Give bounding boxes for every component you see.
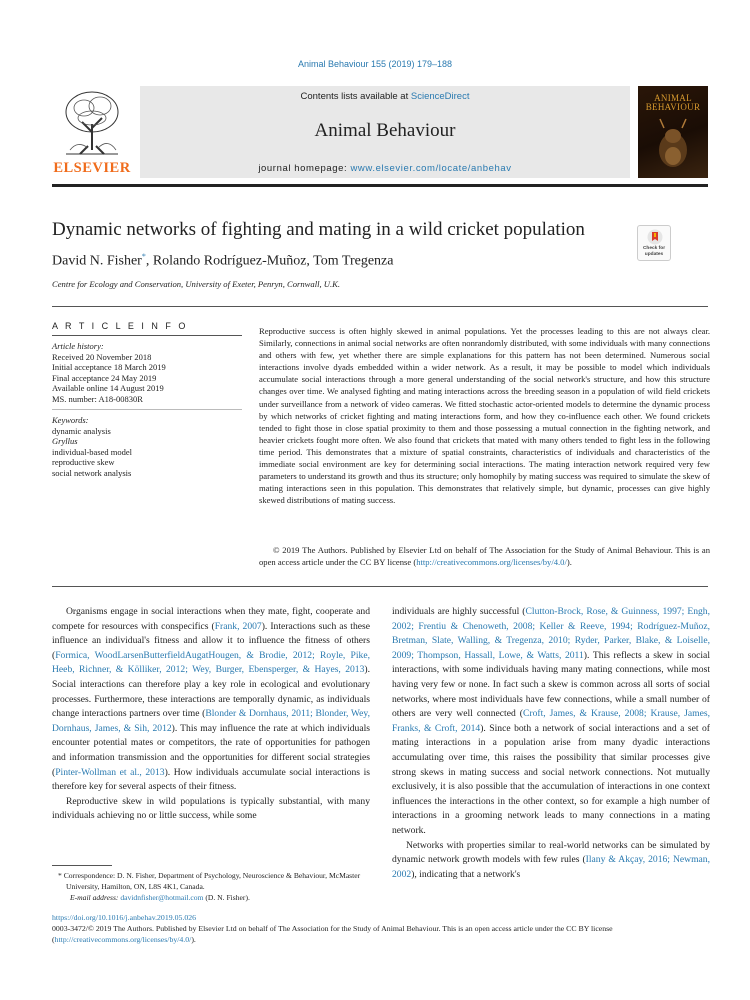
homepage-prefix: journal homepage: (258, 163, 351, 174)
footer-license-text: 0003-3472/© 2019 The Authors. Published by Elsevier Ltd on behalf of The Association for the Study of Animal Behaviour. This is an open access article under the CC BY license ( (52, 924, 613, 944)
citation-link[interactable]: Formica, WoodLarsenButterfieldAugatHougen, & Brodie, 2012; Royle, Pike, Heeb, Richner, & Kölliker, 2012; Wey, Burger, Ebensperger, & Hayes, 2013 (52, 649, 370, 676)
copyright-text: © 2019 The Authors. Published by Elsevier Ltd on behalf of The Association for the Study of Animal Behaviour. This is an open access article under the CC BY license ( (259, 545, 710, 568)
footnote-email (52, 892, 370, 903)
citation-link[interactable]: Frank, 2007 (214, 620, 262, 632)
elsevier-wordmark: ELSEVIER (53, 160, 131, 176)
citation-link[interactable]: Ilany & Akçay, 2016; Newman, 2002 (392, 854, 711, 880)
keyword-item: social network analysis (52, 467, 132, 478)
history-item: MS. number: A18-00830R (52, 393, 143, 404)
keywords-rule (52, 409, 242, 410)
body-text: ). Social interactions can therefore play a key role in ecological and evolutionary processes. Furthermore, these interactions are temporally dynamic, as individuals change interactions partners over time ( (52, 664, 370, 720)
journal-masthead (52, 86, 708, 182)
history-item: Final acceptance 24 May 2019 (52, 372, 157, 383)
author-affiliation: Centre for Ecology and Conservation, University of Exeter, Penryn, Cornwall, U.K. (52, 279, 341, 289)
affiliation-rule (52, 306, 708, 307)
author-list (52, 252, 632, 270)
article-history-label: Article history: (52, 341, 104, 351)
body-text: ). Since both a network of social interactions and a set of mating interactions in a population arise from many dyadic interactions accumulating over time, this raises the possibility that similar processes give strong skews in mating success and social network connections. Not mutually exclusively, it is also possible that the accumulation of interactions in one context influences the interactions in the other context, so for example a high number of interactions in a grooming network leads to many connections in a mating network. (392, 722, 710, 836)
keywords (52, 415, 242, 478)
check-for-updates-label (638, 246, 670, 257)
author-separator: , (145, 253, 153, 269)
cover-animal-icon (648, 116, 698, 171)
abstract-text: Reproductive success is often highly skewed in animal populations. Yet the processes leading to this are not always clear. Similarly, connections in animal social networks are often nonrandomly distributed, with some individuals with many connections and others with few, yet whether there are simple explanations for this pattern has not been determined. Numerous social interactions involve dyads embedded within a wider network. As a result, it may be possible to model which individuals accumulate social interactions through a more general understanding of the social network's structure, and how this structure changes over time. We analysed fighting and mating interactions across the breeding season in a population of wild field crickets under surveillance from a network of video cameras. We fitted stochastic actor-oriented models to determine the dynamic process by which networks of cricket fighting and mating interactions form, and how they co-influence each other. We found crickets tended to fight those in close spatial proximity to them and those possessing a mutual connection in the fighting network, and heavier crickets fought more often. We also found that crickets that mated with many others tended to fight less in the following time period. This demonstrates that a mixture of spatial constraints, characteristics of individuals and characteristics of the immediate social environment are key for determining social interactions. The mating interaction network required very few parameters to understand its growth and thus its structure; only homophily by mating success was required to simulate the skew of mating interactions seen in this population. This demonstrates that relatively simple, but dynamic, processes can give highly skewed distributions of mating success. (259, 326, 710, 506)
cover-title-line1: ANIMAL (654, 93, 692, 103)
abstract-rule (52, 586, 708, 587)
journal-cover-image[interactable] (638, 86, 708, 178)
article-history (52, 341, 242, 404)
body-text: ). This reflects a skew in social interactions, with some individuals having many mating connections, while most having very few or none. In fact such a skew is common across all sorts of social networks, where most individuals have few connections, while a small number of others are very well connected ( (392, 649, 710, 720)
citation-link[interactable]: Clutton-Brock, Rose, & Guinness, 1997; Engh, 2002; Frentiu & Chenoweth, 2008; Keller & Reeve, 1994; Rodríguez-Muñoz, Bretman, Slate, Walling, & Tregenza, 2010; Ryder, Parker, Blake, & Loiselle, 2009; Thompson, Hassall, Lowe, & Watts, 2011 (392, 606, 710, 661)
body-text: ). Interactions such as these influence an individual's fitness and allow it to influence the fitness of others ( (52, 620, 370, 661)
body-text: ), indicating that a network's (411, 868, 521, 880)
email-suffix: (D. N. Fisher). (203, 893, 250, 902)
citation-link[interactable]: Pinter-Wollman et al., 2013 (55, 766, 165, 778)
homepage-line (140, 163, 630, 174)
email-label: E-mail address: (70, 893, 121, 902)
article-info-rule (52, 335, 242, 336)
footnote-rule (52, 865, 112, 866)
journal-name[interactable]: Animal Behaviour (314, 120, 456, 141)
cover-title (638, 94, 708, 112)
article-info-heading: A R T I C L E I N F O (52, 321, 188, 331)
body-paragraph (392, 605, 710, 839)
email-link[interactable]: davidnfisher@hotmail.com (120, 893, 204, 902)
keyword-item: Gryllus (52, 436, 78, 446)
doi-link[interactable]: https://doi.org/10.1016/j.anbehav.2019.05.026 (52, 913, 197, 922)
body-column-right (392, 605, 710, 882)
check-label-line1: Check for (642, 246, 666, 251)
check-updates-icon (647, 229, 663, 245)
license-link[interactable]: http://creativecommons.org/licenses/by/4.0/ (416, 557, 567, 568)
masthead-info (140, 86, 630, 178)
author-name[interactable]: Rolando Rodríguez-Muñoz (152, 253, 307, 269)
history-item: Available online 14 August 2019 (52, 383, 164, 393)
correspondence-footnote (52, 870, 370, 903)
article-title: Dynamic networks of fighting and mating in a wild cricket population (52, 219, 585, 240)
corresponding-author-mark[interactable]: * (141, 252, 146, 261)
footnote-correspondence: * Correspondence: D. N. Fisher, Department of Psychology, Neuroscience & Behaviour, McMaster University, Hamilton, ON, L8S 4K1, Canada. (58, 871, 361, 891)
contents-prefix: Contents lists available at (300, 91, 411, 102)
body-paragraph (392, 839, 710, 883)
citation-link[interactable]: Croft, James, & Krause, 2008; Krause, James, Franks, & Croft, 2014 (392, 708, 710, 734)
history-item: Received 20 November 2018 (52, 351, 152, 362)
footer-license-link[interactable]: http://creativecommons.org/licenses/by/4.0/ (54, 935, 192, 944)
masthead-rule (52, 184, 708, 187)
journal-citation[interactable]: Animal Behaviour 155 (2019) 179–188 (297, 59, 453, 69)
body-text: Organisms engage in social interactions when they mate, fight, cooperate and compete for resources with conspecifics ( (52, 606, 370, 632)
body-text: Reproductive skew in wild populations is typically substantial, with many individuals achieving no or little success, while some (52, 795, 370, 822)
body-text: ). This may influence the rate at which individuals encounter potential mates or competitors, the rate of opportunities for pathogen and information transmission and the opportunities for different social strategies ( (52, 722, 370, 778)
check-for-updates-badge[interactable] (637, 225, 671, 261)
body-text: Networks with properties similar to real-world networks can be simulated by dynamic network growth models with few rules ( (392, 839, 710, 866)
author-name[interactable]: Tom Tregenza (313, 253, 394, 269)
abstract-copyright (259, 544, 710, 568)
body-text: ). How individuals accumulate social interactions is therefore key for several aspects of their fitness. (52, 766, 370, 793)
body-paragraph (52, 795, 370, 824)
elsevier-logo[interactable] (52, 86, 132, 178)
body-column-left (52, 605, 370, 824)
keyword-item: reproductive skew (52, 457, 115, 467)
cover-title-line2: BEHAVIOUR (645, 102, 701, 112)
keywords-label: Keywords: (52, 415, 89, 425)
keyword-item: dynamic analysis (52, 425, 111, 436)
elsevier-tree-icon (58, 88, 126, 156)
footer-license (52, 923, 708, 945)
homepage-link[interactable]: www.elsevier.com/locate/anbehav (350, 163, 512, 174)
copyright-end: ). (566, 557, 572, 568)
sciencedirect-link[interactable]: ScienceDirect (410, 91, 470, 102)
footer-license-end: ). (191, 935, 196, 944)
body-text: individuals are highly successful ( (392, 606, 526, 617)
page-footer (52, 912, 708, 945)
author-separator: , (306, 253, 314, 269)
citation-link[interactable]: Blonder & Dornhaus, 2011; Blonder, Wey, Dornhaus, James, & Sih, 2012 (52, 708, 370, 734)
body-paragraph (52, 605, 370, 795)
author-name[interactable]: David N. Fisher (52, 253, 142, 269)
keyword-item: individual-based model (52, 446, 133, 457)
history-item: Initial acceptance 18 March 2019 (52, 362, 166, 372)
check-label-line2: updates (644, 251, 664, 257)
contents-line (140, 91, 630, 102)
